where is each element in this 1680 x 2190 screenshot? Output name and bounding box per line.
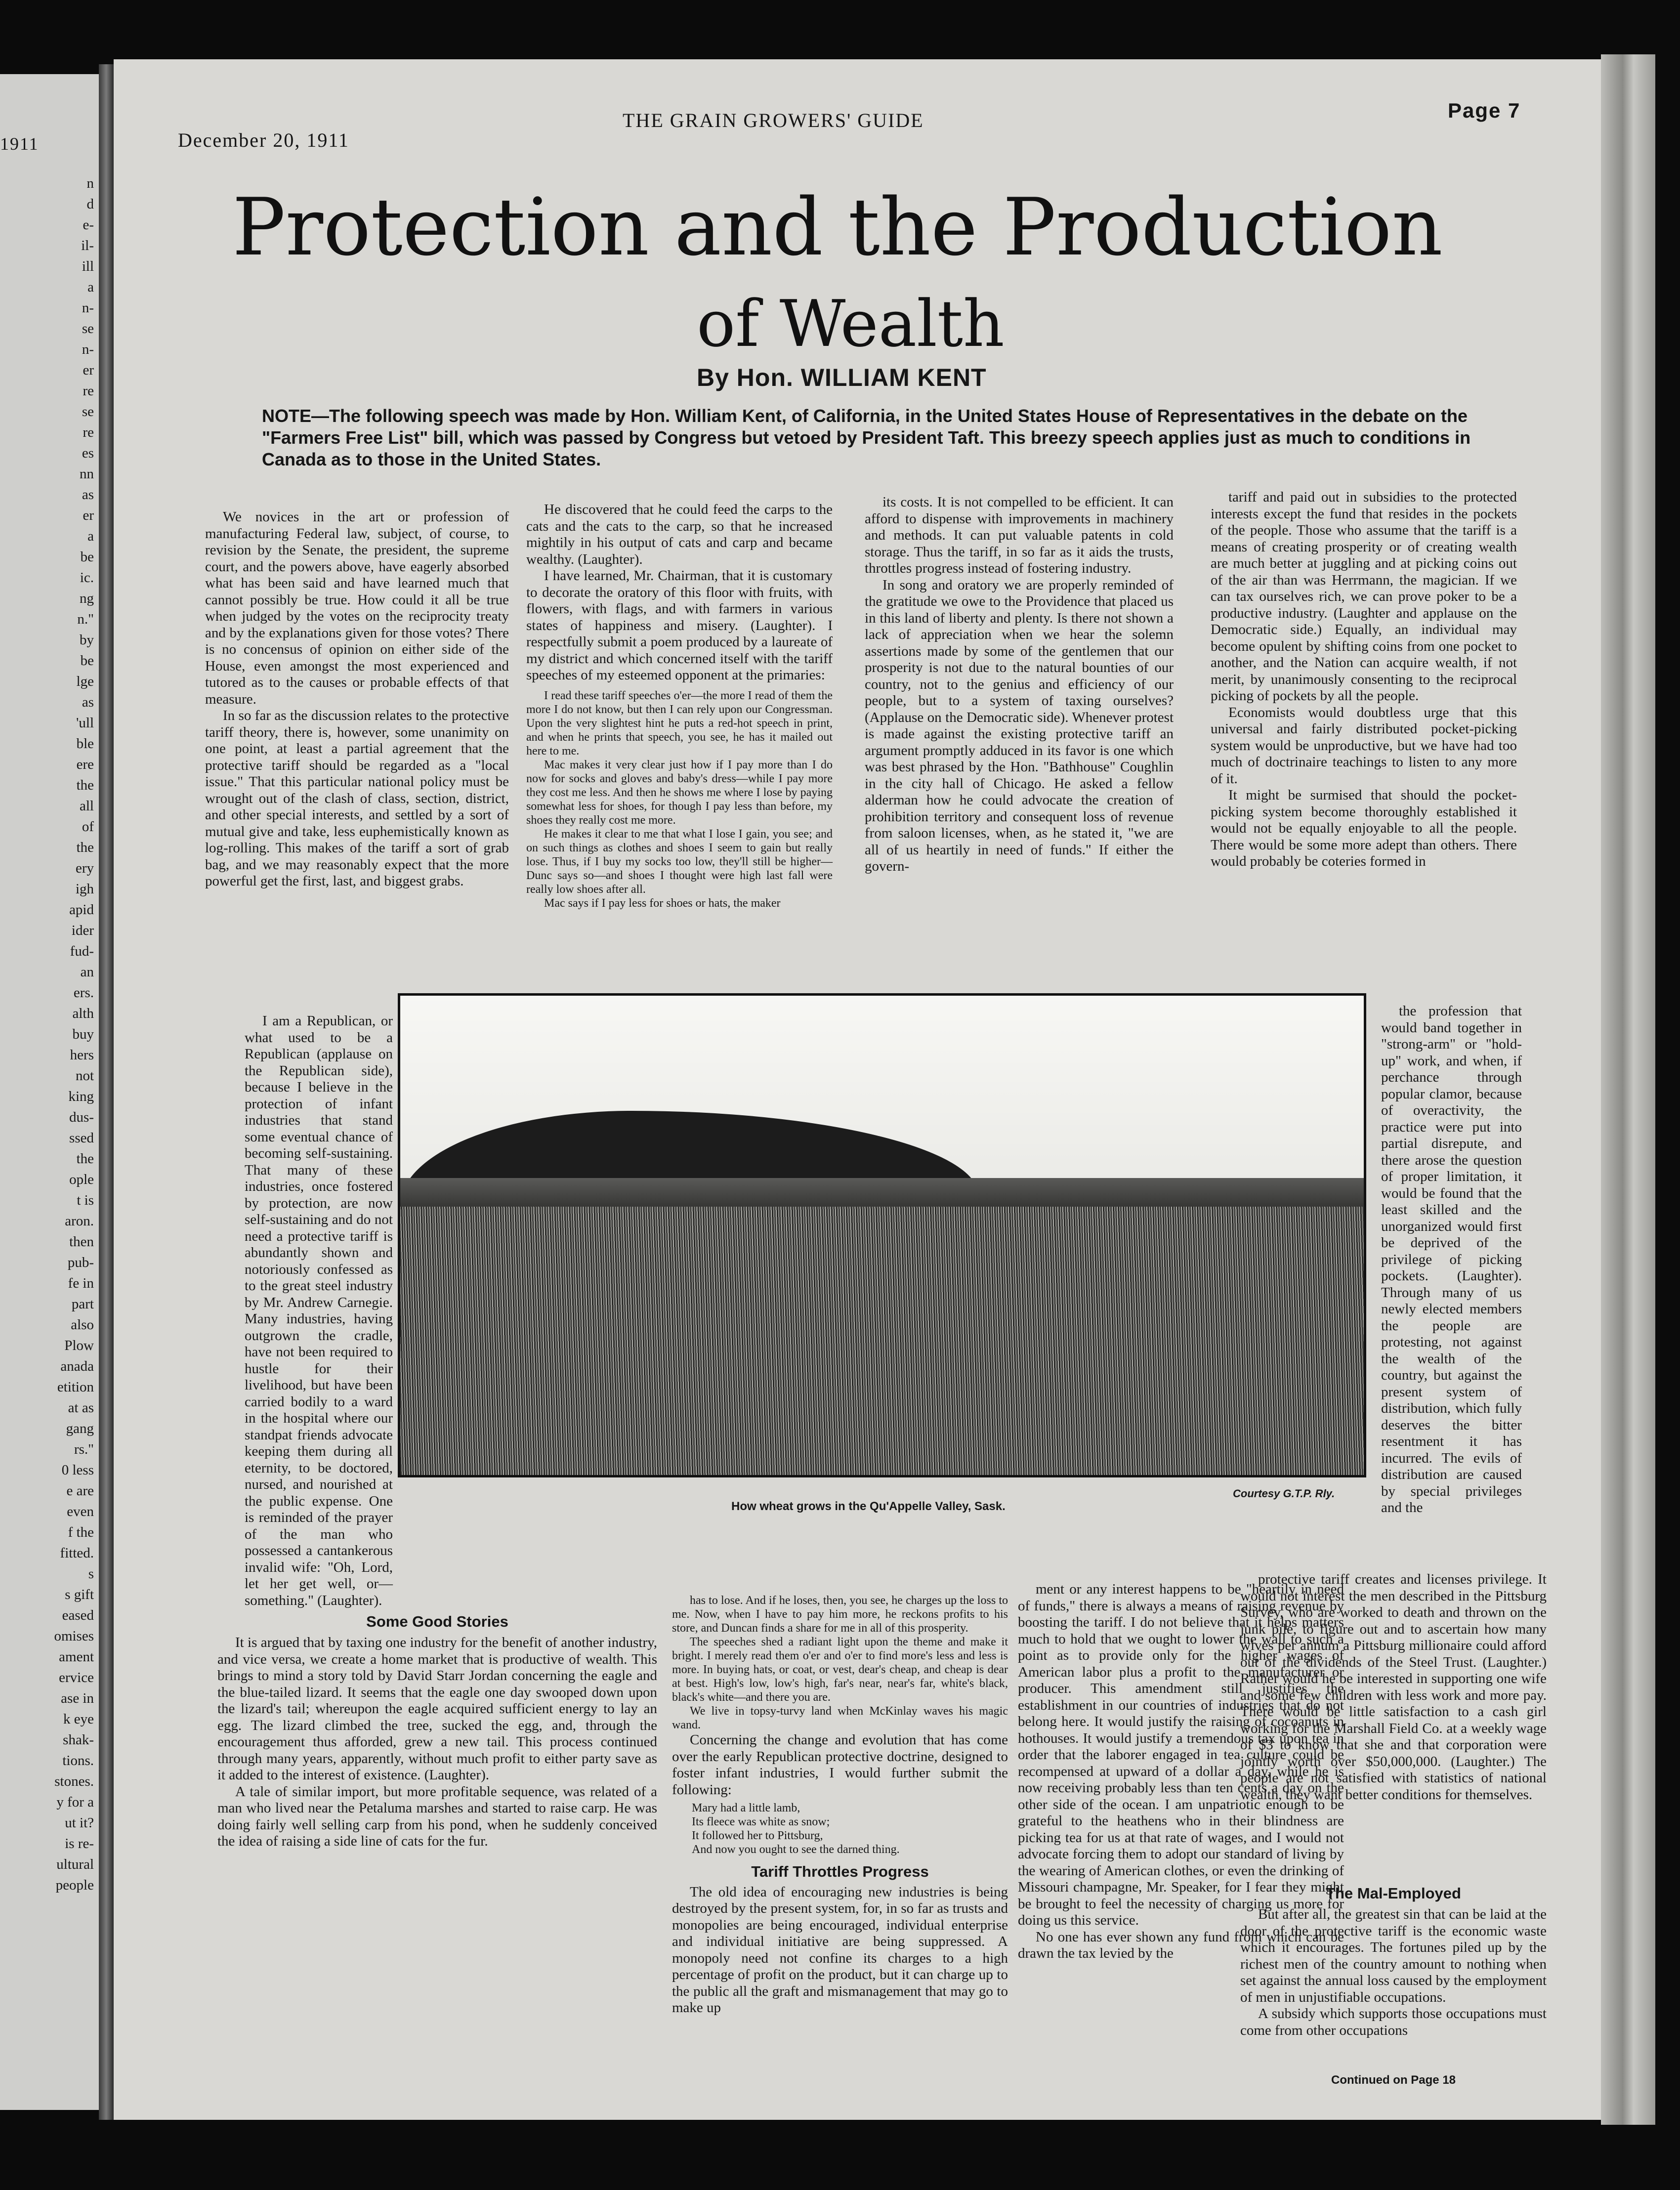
left-page-fragment: t is [77, 1192, 94, 1208]
stacked-page-edges [1601, 54, 1655, 2125]
left-page-fragment: n [86, 175, 94, 191]
paragraph: protective tariff creates and licenses privilege. It would not interest the men described in the Pittsburg Survey, who are worked to death and thrown on the junk pile, to figure out and to ascertain how many wives per annum a Pittsburg millionaire could afford out of the dividends of the Steel Trust. (Laughter.) Rather would he be interested in supporting one wife and some few children with less work and more pay. There would be little satisfaction to a cash girl working for the Marshall Field Co. at a weekly wage of $3 to know that she and that corporation were jointly worth over $50,000,000. (Laughter.) The people are not satisfied with statistics of national wealth, they want better conditions for themselves. [1240, 1571, 1547, 1803]
editor-note: NOTE—The following speech was made by Hon. William Kent, of California, in the United States House of Representatives in the debate on the "Farmers Free List" bill, which was passed by Congress but vetoed by President Taft. This breezy speech applies just as much to conditions in Canada as to those in the United States. [262, 406, 1471, 469]
left-page-fragment: ere [76, 757, 94, 772]
newspaper-page [114, 59, 1601, 2120]
paragraph: No one has ever shown any fund from which can be drawn the tax levied by the [1018, 1929, 1344, 1961]
left-page-fragment: be [80, 653, 94, 669]
poem-line: Mary had a little lamb, [692, 1802, 800, 1814]
left-page-fragment: not [75, 1068, 94, 1084]
column-4-narrow [1381, 1003, 1522, 1557]
left-page-fragment: then [69, 1234, 94, 1250]
left-page-fragment: re [83, 383, 94, 399]
heading-the-mal-employed: The Mal-Employed [1326, 1885, 1461, 1902]
left-page-fragment: fud- [70, 943, 94, 959]
left-page-fragment: e- [83, 217, 94, 233]
continued-notice: Continued on Page 18 [1331, 2073, 1456, 2087]
paragraph: A subsidy which supports those occupations must come from other occupations [1240, 2006, 1547, 2038]
left-page-fragment: Plow [64, 1338, 94, 1353]
left-page-fragment: a [87, 279, 94, 295]
left-page-fragment: aron. [65, 1213, 94, 1229]
tariff-poem-continued [672, 1594, 1008, 1732]
poem-stanza: I read these tariff speeches o'er—the more I read of them the more I do not know, but then I can rely upon our Congressman. Upon the very slightest hint he puts a red-hot speech in print, and when he prints that speech, you see, he has it mailed out here to me. [526, 689, 833, 758]
left-page-fragment: igh [75, 881, 94, 897]
left-page-fragment: alth [72, 1006, 94, 1021]
left-page-fragment: d [86, 196, 94, 212]
paragraph: In song and oratory we are properly reminded of the gratitude we owe to the Providence that placed us in this land of liberty and plenty. Is there not shown a lack of appreciation when we hear the solemn assertions made by some of the gentlemen that our prosperity is not due to the natural bounties of our country, not to the genius and efficiency of our people, but to a system of taxing ourselves? (Applause on the Democratic side). Whenever protest is made against the existing protective tariff an argument promptly adduced in its favor is one which was best phrased by the Hon. "Bathhouse" Coughlin in the city hall of Chicago. He asked a fellow alderman how he could advocate the creation of prohibition territory and consequent loss of revenue from saloon licenses, when, as he stated it, "we are all of us heartily in need of funds." If either the govern- [865, 577, 1174, 874]
photo-caption: How wheat grows in the Qu'Appelle Valley, Sask. [731, 1500, 1006, 1513]
paragraph: the profession that would band together in "strong-arm" or "hold-up" work, and when, if perchance through popular clamor, because of overactivity, the practice were put into partial disrepute, and there arose the question of proper limitation, it would be found that the least skilled and the unorganized would first be deprived of the privilege of picking pockets. (Laughter). Through many of us newly elected members the people are protesting, not against the wealth of the country, but against the present system of distribution, which fully deserves the bitter resentment it has incurred. The evils of distribution are caused by special privileges and the [1381, 1003, 1522, 1516]
left-page-fragment: as [82, 487, 94, 503]
column-1-narrow [245, 1013, 393, 1608]
left-page-fragment: ultural [56, 1856, 94, 1872]
left-page-fragment: ers. [73, 985, 94, 1001]
left-page-fragment: nn [80, 466, 94, 482]
left-page-fragment: king [68, 1089, 94, 1104]
left-page-fragment: n." [77, 611, 94, 627]
poem-stanza: has to lose. And if he loses, then, you see, he charges up the loss to me. Now, when I have to pay him more, he reckons profits to his store, and Duncan finds a share for me in all of this prosperity. [672, 1594, 1008, 1635]
article-subtitle: of Wealth [697, 286, 1005, 361]
column-2-bottom [672, 1594, 1008, 2132]
left-page-fragment: er [83, 362, 94, 378]
heading-tariff-throttles-progress: Tariff Throttles Progress [751, 1863, 929, 1880]
left-page-fragment: tions. [62, 1753, 94, 1769]
paragraph: It might be surmised that should the pocket-picking system become thoroughly established it would not be equally enjoyable to all the people. There would be some more adept than others. There would probably be coteries formed in [1211, 787, 1517, 869]
paragraph: In so far as the discussion relates to the protective tariff theory, there is, however, some unanimity on one point, at least a partial agreement that the protective tariff should be regarded as a "local issue." That this particular national policy must be wrought out of the clash of class, section, district, and other special interests, and settled by a sort of mutual give and take, less euphemistically known as log-rolling. This makes of the tariff a sort of grab bag, and we may reasonably expect that the more powerful get the first, last, and biggest grabs. [205, 708, 509, 889]
left-page-fragment: the [76, 1151, 94, 1167]
left-page-fragment: eased [62, 1607, 94, 1623]
left-page-fragment: by [80, 632, 94, 648]
left-page-edge [0, 74, 99, 2110]
left-page-fragment: an [80, 964, 94, 980]
left-page-fragment: apid [69, 902, 94, 918]
paragraph: I have learned, Mr. Chairman, that it is customary to decorate the oratory of this floor with fruits, with flowers, with flags, and with farmers in various states of happiness and misery. (Laughter). I respectfully submit a poem produced by a laureate of my district and which concerned itself with the tariff speeches of my esteemed opponent at the primaries: [526, 568, 833, 683]
column-1-continuation [217, 1552, 657, 1606]
left-page-fragment: es [82, 445, 94, 461]
left-page-fragment: of [82, 819, 94, 835]
left-page-fragment: shak- [63, 1732, 94, 1748]
paragraph: It is argued that by taxing one industry for the benefit of another industry, and vice versa, we create a home market that is productive of wealth. This brings to mind a story told by David Starr Jordan concerning the eagle and the blue-tailed lizard. It seems that the eagle one day swooped down upon the lizard's tail; whereupon the eagle acquired sufficient energy to lay an egg. The lizard climbed the tree, sucked the egg, and, through the encouragement thus afforded, grew a new tail. This process continued through many years, apparently, without much profit to either party save as it added to the interest of existence. (Laughter). [217, 1635, 657, 1783]
left-page-fragment: buy [72, 1026, 94, 1042]
paragraph: Economists would doubtless urge that this universal and fairly distributed pocket-picking system would be unproductive, but we have had too much of doctrinaire teachings to listen to any more of it. [1211, 704, 1517, 787]
left-page-fragment: the [76, 840, 94, 855]
paragraph: tariff and paid out in subsidies to the protected interests except the fund that resides in the pockets of the people. Those who assume that the tariff is a means of creating prosperity or of creating wealth are much better at juggling and at picking coins out of the air than was Herrmann, the magician. If we can tax ourselves rich, we can prove poker to be a productive industry. (Laughter and applause on the Democratic side.) Equally, an individual may become opulent by shifting coins from one pocket to another, and the Nation can acquire wealth, if not merit, by unanimously consenting to the reciprocal picking of pockets by all the people. [1211, 489, 1517, 704]
left-page-fragment: er [83, 507, 94, 523]
left-page-fragment: se [82, 404, 94, 420]
left-page-fragment: ervice [59, 1670, 94, 1685]
wheat-field-photo [398, 993, 1366, 1477]
paragraph: But after all, the greatest sin that can be laid at the door of the protective tariff is the economic waste which it encourages. The fortunes piled up by the richest men of the country amount to nothing when set against the annual loss caused by the employment of men in unjustifiable occupations. [1240, 1906, 1547, 2005]
left-page-fragment: be [80, 549, 94, 565]
section-some-good-stories [217, 1606, 657, 2104]
left-page-fragment: f the [68, 1524, 94, 1540]
left-page-fragment: se [82, 321, 94, 337]
left-page-fragment: ery [75, 860, 94, 876]
left-page-fragment: fitted. [60, 1545, 94, 1561]
left-page-fragment: lge [76, 674, 94, 689]
left-page-fragment: il- [81, 238, 94, 253]
article-byline: By Hon. WILLIAM KENT [697, 364, 987, 391]
column-1-bottom [217, 1635, 657, 2104]
left-page-fragment: ssed [69, 1130, 94, 1146]
column-3-upper [865, 494, 1174, 988]
paragraph: A tale of similar import, but more profitable sequence, was related of a man who lived near the Petaluma marshes and started to raise carp. He was doing fairly well selling carp from his pond, when he suddenly conceived the idea of raising a side line of cats for the fur. [217, 1783, 657, 1849]
left-page-fragment: even [67, 1504, 94, 1519]
column-4-bottom [1240, 1571, 1547, 2087]
left-page-fragment: ople [69, 1172, 94, 1187]
tariff-poem [526, 689, 833, 910]
column-4-bottom-text [1240, 1571, 1547, 1878]
paragraph: He discovered that he could feed the carps to the cats and the cats to the carp, so that he increased mightily in his output of cats and carp and became wealthy. (Laughter). [526, 502, 833, 567]
left-page-year: 1911 [0, 134, 39, 154]
left-page-fragment: all [80, 798, 94, 814]
left-page-fragment: ider [71, 923, 94, 938]
poem-line: It followed her to Pittsburg, [692, 1829, 823, 1842]
lamb-poem [692, 1801, 1008, 1856]
paragraph: ment or any interest happens to be "heartily in need of funds," there is always a means of raising revenue by boosting the tariff. I do not believe that it helps matters much to hold that we ought to lower the wall to such a point as to provide only for the higher wages of American labor plus a profit to the manufacturer or producer. This amendment still justifies the establishment in our countries of industries that do not belong here. It would justify the raising of cocoanuts in hothouses. It would justify a tremendous tax upon tea in order that the laborer engaged in tea culture could be recompensed at upward of a dollar a day, while he is now receiving probably less than ten cents a day on the other side of the ocean. I am unpatriotic enough to be grateful to the heathens who in their blindness are picking tea for us at that rate of wages, and I would not advocate forcing them to adopt our standard of living by the wearing of American clothes, or even the drinking of Missouri champagne, Mr. Speaker, for I fear they might be brought to feel the necessity of charging us more for doing us this service. [1018, 1581, 1344, 1928]
left-page-fragment: is re- [65, 1836, 94, 1852]
left-page-fragment: rs." [74, 1441, 94, 1457]
left-page-fragment: ament [59, 1649, 94, 1665]
issue-date: December 20, 1911 [178, 129, 349, 151]
left-page-fragment: s [88, 1566, 94, 1582]
left-page-fragment: e are [66, 1483, 94, 1499]
left-page-fragment: dus- [69, 1109, 94, 1125]
left-page-fragment: n- [82, 341, 94, 357]
poem-line: Its fleece was white as snow; [692, 1815, 830, 1828]
poem-stanza: The speeches shed a radiant light upon the theme and make it bright. I merely read them o'er and o'er to find more's less and less is more. In buying hats, or coat, or vest, dear's cheap, and cheap is dear at best. High's low, low's high, far's near, near's far, white's black, black's white—and there you are. [672, 1636, 1008, 1704]
left-page-fragment: people [55, 1877, 94, 1893]
left-page-fragment: 0 less [61, 1462, 94, 1478]
left-page-fragment: hers [70, 1047, 94, 1063]
left-page-fragment: y for a [56, 1794, 94, 1810]
left-page-fragment: also [71, 1317, 94, 1333]
left-page-fragment: gang [66, 1421, 94, 1436]
paragraph: its costs. It is not compelled to be efficient. It can afford to dispense with improvements in machinery and methods. It can put valuable patents in cold storage. Thus the tariff, in so far as it aids the trusts, throttles progress instead of fostering industry. [865, 494, 1174, 576]
left-page-fragment: ill [82, 258, 94, 274]
column-4-upper [1211, 489, 1517, 1003]
left-page-fragments [0, 173, 99, 1895]
left-page-fragment: ic. [80, 570, 94, 586]
column-1-upper [205, 509, 509, 1018]
left-page-fragment: fe in [68, 1275, 94, 1291]
left-page-fragment: omises [54, 1628, 94, 1644]
poem-stanza: Mac says if I pay less for shoes or hats, the maker [544, 896, 781, 910]
heading-some-good-stories: Some Good Stories [366, 1613, 508, 1630]
left-page-fragment: k eye [63, 1711, 94, 1727]
paragraph: We novices in the art or profession of manufacturing Federal law, subject, of course, to revision by the Senate, the president, the supreme court, and the powers above, have eagerly absorbed what has been said and have learned much that cannot possibly be true. How could it all be true when judged by the votes on the reciprocity treaty and by the explanations given for those votes? There is no concensus of opinion on either side of the House, even amongst the most experienced and tutored as to the causes or probable effects of that measure. [205, 509, 509, 707]
left-page-fragment: stones. [54, 1773, 94, 1789]
photo-wheat-field [400, 1207, 1364, 1475]
poem-stanza: We live in topsy-turvy land when McKinlay waves his magic wand. [672, 1705, 1008, 1731]
left-page-fragment: ng [80, 590, 94, 606]
photo-credit: Courtesy G.T.P. Rly. [1233, 1487, 1335, 1500]
column-4-mal-text [1240, 1906, 1547, 2069]
column-2-upper [526, 502, 833, 996]
left-page-fragment: anada [60, 1358, 94, 1374]
left-page-fragment: the [76, 777, 94, 793]
paragraph: Concerning the change and evolution that has come over the early Republican protective doctrine, designed to foster infant industries, I would further submit the following: [672, 1732, 1008, 1798]
left-page-fragment: etition [57, 1379, 94, 1395]
left-page-fragment: re [83, 424, 94, 440]
page-number: Page 7 [1448, 99, 1521, 122]
left-page-fragment: ut it? [65, 1815, 94, 1831]
poem-stanza: Mac makes it very clear just how if I pay more than I do now for socks and gloves and baby's dress—while I pay more they cost me less. And then he shows me where I lose by paying somewhat less for shoes, for though I pay less than before, my shoes they really cost me more. [526, 758, 833, 827]
publication-name: THE GRAIN GROWERS' GUIDE [623, 109, 924, 131]
left-page-fragment: as [82, 694, 94, 710]
left-page-fragment: a [87, 528, 94, 544]
left-page-fragment: part [71, 1296, 94, 1312]
left-page-fragment: at as [68, 1400, 94, 1416]
left-page-fragment: n- [82, 300, 94, 316]
article-title: Protection and the Production [232, 181, 1443, 273]
paragraph: I am a Republican, or what used to be a Republican (applause on the Republican side), because I believe in the protection of infant industries that stand some eventual chance of becoming self-sustaining. That many of these industries, once fostered by protection, are now self-sustaining and do not need a protective tariff is abundantly shown and notoriously confessed as to the great steel industry by Mr. Andrew Carnegie. Many industries, having outgrown the cradle, have not been required to hustle for their livelihood, but have been carried bodily to a ward in the hospital where our standpat friends advocate keeping them during all eternity, to be doctored, nursed, and nourished at the public expense. One is reminded of the prayer of the man who possessed a cantankerous invalid wife: "Oh, Lord, let her get well, or—something." (Laughter). [245, 1013, 393, 1608]
left-page-fragment: pub- [67, 1255, 94, 1270]
poem-line: And now you ought to see the darned thing. [692, 1843, 900, 1856]
page-gutter [99, 64, 114, 2120]
left-page-fragment: s gift [65, 1587, 94, 1602]
left-page-fragment: 'ull [76, 715, 94, 731]
left-page-fragment: ble [76, 736, 94, 752]
paragraph: The old idea of encouraging new industries is being destroyed by the present system, for, in so far as trusts and monopolies are being encouraged, individual enterprise and individual initiative are being suppressed. A monopoly need not confine its charges to a high percentage of profit on the product, but it can charge up to the public all the graft and mismanagement that may go to make up [672, 1884, 1008, 2016]
left-page-fragment: ase in [61, 1690, 94, 1706]
poem-stanza: He makes it clear to me that what I lose I gain, you see; and on such things as clothes and shoes I seem to gain but really lose. Thus, if I buy my socks too low, they'll still be higher—Dunc says so—and shoes I thought were high last fall were really low shoes after all. [526, 827, 833, 896]
